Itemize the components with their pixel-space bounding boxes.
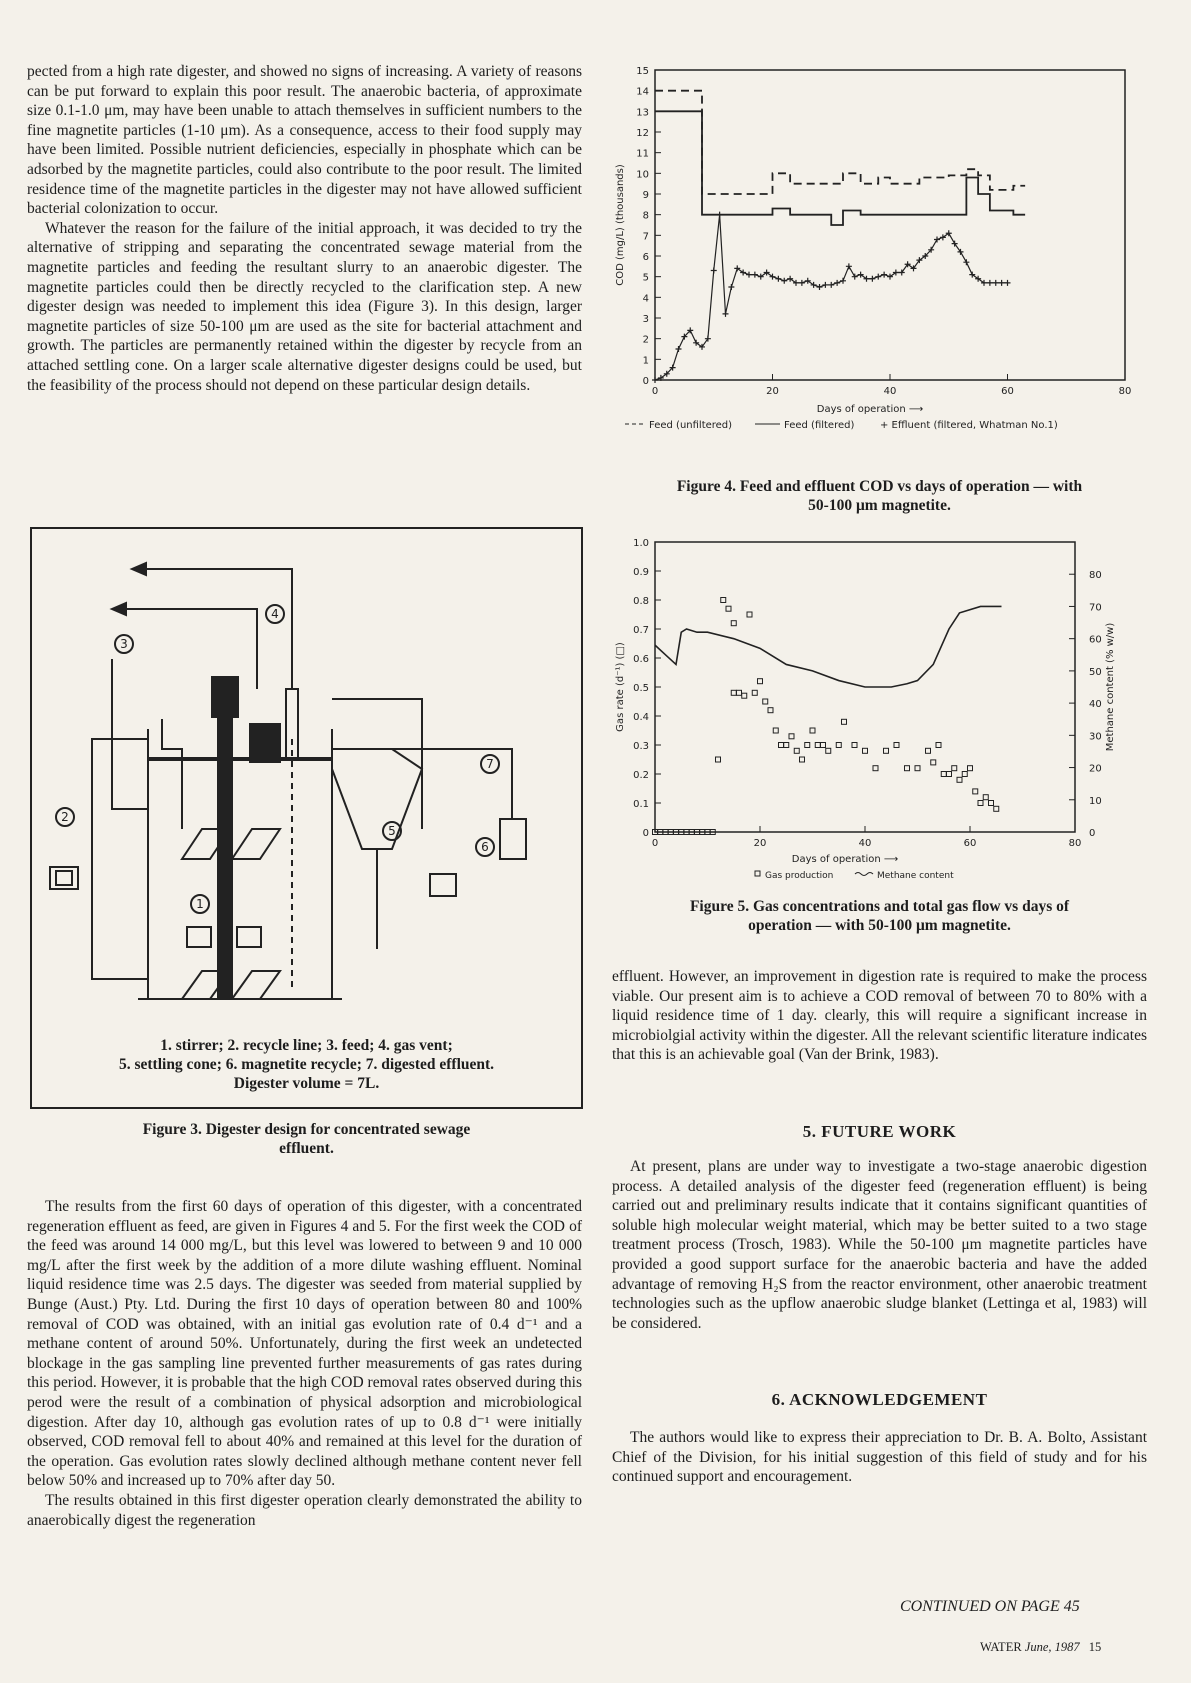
- effluent-point: [987, 280, 993, 286]
- y-right-tick-label: 10: [1089, 795, 1102, 807]
- effluent-point: [834, 280, 840, 286]
- y-tick-label: 0.1: [633, 799, 649, 810]
- legend-line: 1. stirrer; 2. recycle line; 3. feed; 4. gas vent;: [160, 1037, 453, 1054]
- x-axis-label: Days of operation ⟶: [816, 404, 924, 415]
- effluent-collector: [500, 819, 526, 859]
- paragraph: The authors would like to express their appreciation to Dr. B. A. Bolto, Assistant Chief of the Division, for his initial suggestion of this field of study and for his continued support and encouragement.: [612, 1429, 1147, 1486]
- y-tick-label: 11: [636, 148, 649, 160]
- y-tick-label: 1.0: [633, 538, 649, 549]
- effluent-point: [1005, 280, 1011, 286]
- diagram-label: 2: [61, 810, 69, 824]
- legend-swatch-wavy: [855, 873, 873, 876]
- figure3-caption: [30, 1120, 583, 1158]
- diagram-label: 4: [271, 607, 279, 621]
- effluent-point: [728, 284, 734, 290]
- left-column-top-text: [27, 62, 582, 395]
- legend-gas: Gas production: [765, 871, 834, 880]
- caption-line: 50-100 μm magnetite.: [808, 497, 951, 514]
- gas-production-point: [894, 743, 899, 748]
- y-tick-label: 1: [642, 355, 649, 367]
- gas-production-point: [821, 743, 826, 748]
- stirrer-head: [250, 724, 280, 762]
- y-tick-label: 5: [642, 272, 649, 284]
- gas-production-point: [747, 612, 752, 617]
- feed-inlet: [162, 719, 182, 829]
- right-column-text: [612, 967, 1147, 1065]
- legend-methane: Methane content: [877, 871, 954, 880]
- gas-production-point: [789, 734, 794, 739]
- y-tick-label: 0: [642, 376, 649, 387]
- y-tick-label: 8: [642, 210, 649, 222]
- page-number: 15: [1088, 1640, 1102, 1654]
- stirrer-blade: [187, 927, 211, 947]
- y-axis-label: Gas rate (d⁻¹) (□): [615, 642, 626, 732]
- stirrer-blade: [232, 829, 280, 859]
- effluent-point: [822, 282, 828, 288]
- gas-production-point: [810, 728, 815, 733]
- effluent-point: [993, 280, 999, 286]
- figure4-chart: [605, 60, 1165, 480]
- y-tick-label: 0.3: [633, 741, 649, 752]
- caption-line: Figure 5. Gas concentrations and total gas flow vs days of: [689, 898, 1070, 915]
- arrow-icon: [132, 563, 146, 575]
- paragraph: effluent. However, an improvement in digestion rate is required to make the process viable. Our present aim is to achieve a COD removal of between 70 to 80% with a liquid residence time of 1 day. clearly, this will require a significant increase in microbiolgial activity within the digester. All the relevant scientific literature indicates that this is an achievable goal (Van der Brink, 1983).: [612, 968, 1148, 1064]
- effluent-point: [676, 346, 682, 352]
- gas-production-point: [926, 748, 931, 753]
- y-right-tick-label: 40: [1089, 699, 1102, 711]
- effluent-point: [723, 311, 729, 317]
- y-tick-label: 0.5: [633, 683, 649, 694]
- gas-production-point: [994, 806, 999, 811]
- y-tick-label: 2: [642, 334, 649, 346]
- paragraph: Whatever the reason for the failure of the initial approach, it was decided to try the alternative of stripping and separating the concentrated sewage material from the magnetite particles and feeding the resultant slurry to an anaerobic digester. The magnetite particles could then be directly recycled to the clarification step. A new digester design was needed to implement this idea (Figure 3). In this design, larger magnetite particles of size 50-100 μm are used as the site for bacterial attachment and growth. The particles are permanently retained within the digester by recycle from an attached settling cone. On a larger scale alternative digester designs could be used, but the feasibility of the process should not depend on these particular design details.: [27, 219, 582, 394]
- effluent-series-line: [655, 215, 1008, 380]
- legend-feed-unfiltered: Feed (unfiltered): [649, 420, 733, 431]
- digester-vessel: [148, 729, 332, 999]
- x-tick-label: 20: [766, 386, 779, 397]
- x-tick-label: 80: [1118, 386, 1132, 397]
- page-footer: [980, 1640, 1101, 1655]
- effluent-point: [934, 236, 940, 242]
- feed-unfiltered-series: [655, 91, 1025, 194]
- gas-production-point: [836, 743, 841, 748]
- effluent-point: [652, 377, 658, 383]
- gas-production-point: [936, 743, 941, 748]
- y-tick-label: 0.7: [633, 625, 649, 636]
- gas-production-point: [815, 743, 820, 748]
- gas-production-point: [805, 743, 810, 748]
- continued-note: CONTINUED ON PAGE 45: [900, 1598, 1080, 1615]
- digester-diagram: [32, 529, 581, 1029]
- figure4-caption: [612, 477, 1147, 515]
- effluent-point: [852, 274, 858, 280]
- effluent-point: [828, 282, 834, 288]
- gas-production-point: [842, 719, 847, 724]
- effluent-point: [775, 276, 781, 282]
- x-tick-label: 0: [651, 838, 659, 849]
- x-axis-label: Days of operation ⟶: [791, 854, 899, 865]
- y-tick-label: 12: [636, 128, 649, 139]
- x-tick-label: 60: [963, 838, 977, 849]
- effluent-point: [999, 280, 1005, 286]
- y-tick-label: 13: [636, 107, 649, 119]
- y-tick-label: 10: [636, 169, 649, 181]
- legend-line: Digester volume = 7L.: [233, 1075, 380, 1092]
- paragraph: At present, plans are under way to investigate a two-stage anaerobic digestion process. A detailed analysis of the digester feed (regeneration effluent) is being carried out and preliminary results indicate that it contains significant quantities of soluble high molecular weight material, which may be better suited to a two stage treatment process (Trosch, 1983). While the 50-100 μm magnetite particles have provided a good support surface for the anaerobic bacteria and have the added advantage of removing H₂S from the reactor environment, other anaerobic treatment technologies such as the upflow anaerobic sludge blanket (Lettinga et al, 1983) will be considered.: [612, 1158, 1147, 1332]
- gas-production-point: [768, 708, 773, 713]
- arrow-icon: [112, 603, 126, 615]
- legend-swatch-square: [755, 871, 760, 876]
- gas-production-point: [800, 757, 805, 762]
- y-right-axis-label: Methane content (% w/w): [1105, 622, 1116, 752]
- gas-production-point: [884, 748, 889, 753]
- x-tick-label: 40: [883, 386, 897, 397]
- gas-production-point: [852, 743, 857, 748]
- gas-production-point: [863, 748, 868, 753]
- y-tick-label: 0.9: [633, 567, 649, 578]
- x-tick-label: 20: [753, 838, 767, 849]
- stirrer-motor: [212, 677, 238, 717]
- y-tick-label: 0.4: [633, 712, 649, 723]
- stirrer-shaft: [218, 709, 232, 999]
- effluent-point: [781, 278, 787, 284]
- y-tick-label: 14: [636, 86, 649, 98]
- section-title: 5. FUTURE WORK: [802, 1122, 957, 1141]
- effluent-point: [881, 272, 887, 278]
- legend-effluent: + Effluent (filtered, Whatman No.1): [880, 420, 1058, 431]
- x-tick-label: 60: [1001, 386, 1014, 397]
- effluent-point: [840, 278, 846, 284]
- x-tick-label: 80: [1068, 838, 1082, 849]
- feed-filtered-series: [655, 111, 1025, 225]
- figure3-diagram-box: [30, 527, 583, 1109]
- caption-line: Figure 3. Digester design for concentrated sewage: [142, 1121, 471, 1138]
- gas-production-point: [773, 728, 778, 733]
- effluent-point: [817, 284, 823, 290]
- digested-effluent-line: [392, 749, 512, 819]
- y-right-tick-label: 80: [1089, 570, 1102, 582]
- y-tick-label: 0.8: [633, 596, 649, 607]
- y-tick-label: 4: [642, 293, 649, 305]
- y-axis-label: COD (mg/L) (thousands): [615, 164, 626, 286]
- effluent-point: [746, 272, 752, 278]
- gas-production-point: [716, 757, 721, 762]
- y-tick-label: 0.6: [633, 654, 649, 665]
- section-title: 6. ACKNOWLEDGEMENT: [771, 1390, 988, 1409]
- gas-production-point: [731, 690, 736, 695]
- settling-cone: [332, 749, 422, 849]
- paragraph: The results obtained in this first digester operation clearly demonstrated the ability to anaerobically digest the regeneration: [27, 1491, 582, 1529]
- effluent-point: [711, 267, 717, 273]
- gas-production-point: [952, 766, 957, 771]
- x-tick-label: 0: [651, 386, 659, 397]
- figure5-caption: [612, 897, 1147, 935]
- issue-date: June, 1987: [1024, 1640, 1080, 1654]
- pump-box: [430, 874, 456, 896]
- y-right-tick-label: 30: [1089, 731, 1102, 743]
- y-tick-label: 0: [642, 828, 649, 839]
- gas-production-point: [968, 766, 973, 771]
- gas-production-point: [957, 777, 962, 782]
- gas-production-point: [931, 760, 936, 765]
- legend-line: 5. settling cone; 6. magnetite recycle; 7. digested effluent.: [118, 1056, 495, 1073]
- right-column-text: [612, 1428, 1147, 1487]
- effluent-point: [717, 212, 723, 218]
- gas-production-point: [826, 748, 831, 753]
- diagram-label: 5: [388, 824, 396, 838]
- gas-production-point: [784, 743, 789, 748]
- x-tick-label: 40: [858, 838, 872, 849]
- pump-inner: [56, 871, 72, 885]
- gas-production-point: [726, 606, 731, 611]
- recycle-line: [92, 739, 148, 979]
- gas-production-point: [983, 795, 988, 800]
- y-tick-label: 0.2: [633, 770, 649, 781]
- gas-vent-pipe: [286, 689, 298, 759]
- gas-production-point: [973, 789, 978, 794]
- diagram-label: 6: [481, 840, 489, 854]
- y-tick-label: 7: [642, 231, 649, 243]
- gas-production-point: [752, 690, 757, 695]
- gas-production-point: [721, 598, 726, 603]
- stirrer-blade: [237, 927, 261, 947]
- gas-production-point: [763, 699, 768, 704]
- legend-feed-filtered: Feed (filtered): [784, 420, 855, 431]
- journal-name: WATER: [980, 1640, 1022, 1654]
- figure5-chart: [605, 530, 1165, 880]
- effluent-point: [869, 276, 875, 282]
- gas-production-point: [978, 801, 983, 806]
- paragraph: The results from the first 60 days of operation of this digester, with a concentrated regeneration effluent as feed, are given in Figures 4 and 5. For the first week the COD of the feed was around 14 000 mg/L, but this level was lowered to between 9 and 10 000 mg/L after the first week by the addition of a more dilute washing effluent. Nominal liquid residence time was 2.5 days. The digester was seeded from material supplied by Bunge (Aust.) Pty. Ltd. During the first 10 days of operation between 80 and 100% removal of COD was obtained, with an initial gas evolution rate of 0.4 d⁻¹ and a methane content of around 50%. Unfortunately, during the first week an undetected blockage in the gas sampling line prevented further measurements of gas rates during this period. However, it is probable that the high COD removal rates observed during this perod were the result of a combination of physical adsorption and microbiological digestion. After day 10, although gas evolution rates of up to 0.8 d⁻¹ were initially observed, COD removal fell to about 40% and remained at this level for the duration of the operation. Gas evolution rates slowly declined although methane content never fell below 50% and increased up to 70% after day 50.: [27, 1198, 582, 1490]
- gas-production-point: [915, 766, 920, 771]
- stirrer-blade: [232, 971, 280, 999]
- left-column-bottom-text: [27, 1197, 582, 1530]
- y-right-tick-label: 50: [1089, 666, 1102, 678]
- gas-production-point: [962, 772, 967, 777]
- gas-production-point: [794, 748, 799, 753]
- gas-production-point: [989, 801, 994, 806]
- gas-production-point: [873, 766, 878, 771]
- paragraph: pected from a high rate digester, and showed no signs of increasing. A variety of reasons can be put forward to explain this poor result. The anaerobic bacteria, of approximate size 0.1-1.0 μm, may have been unable to attach themselves in sufficient numbers to the fine magnetite particles (1-10 μm). As a consequence, access to their food supply may have been limited. Possible nutrient deficiencies, especially in phosphate which can be adsorbed by the magnetite particles, could also contribute to the poor result. The limited residence time of the magnetite particles in the digester may not have allowed sufficient bacterial colonization to occur.: [27, 63, 582, 218]
- y-right-tick-label: 20: [1089, 763, 1102, 775]
- effluent-point: [799, 280, 805, 286]
- gas-vent-line: [132, 569, 292, 689]
- caption-line: Figure 4. Feed and effluent COD vs days of operation — with: [676, 478, 1083, 495]
- gas-production-point: [742, 693, 747, 698]
- y-tick-label: 9: [642, 190, 649, 201]
- gas-production-point: [758, 679, 763, 684]
- y-right-tick-label: 60: [1089, 634, 1102, 646]
- plot-frame: [655, 70, 1125, 380]
- effluent-point: [963, 259, 969, 265]
- feed-line: [112, 659, 148, 809]
- figure3-legend: [32, 1036, 581, 1093]
- diagram-label: 7: [486, 757, 494, 771]
- top-line: [332, 699, 422, 829]
- gas-production-point: [941, 772, 946, 777]
- gas-production-point: [779, 743, 784, 748]
- effluent-point: [752, 272, 758, 278]
- gas-production-point: [947, 772, 952, 777]
- caption-line: operation — with 50-100 μm magnetite.: [748, 917, 1011, 934]
- y-tick-label: 3: [642, 314, 649, 325]
- methane-content-series: [655, 606, 1002, 687]
- gas-production-point: [731, 621, 736, 626]
- y-right-tick-label: 70: [1089, 602, 1102, 614]
- effluent-point: [846, 263, 852, 269]
- y-tick-label: 6: [642, 252, 649, 263]
- effluent-point: [875, 274, 881, 280]
- diagram-label: 3: [120, 637, 128, 651]
- y-right-tick-label: 0: [1089, 828, 1096, 839]
- diagram-label: 1: [196, 897, 204, 911]
- gas-production-point: [905, 766, 910, 771]
- right-column-text: [612, 1157, 1147, 1333]
- y-tick-label: 15: [636, 66, 649, 77]
- gas-production-point: [737, 690, 742, 695]
- caption-line: effluent.: [279, 1140, 334, 1157]
